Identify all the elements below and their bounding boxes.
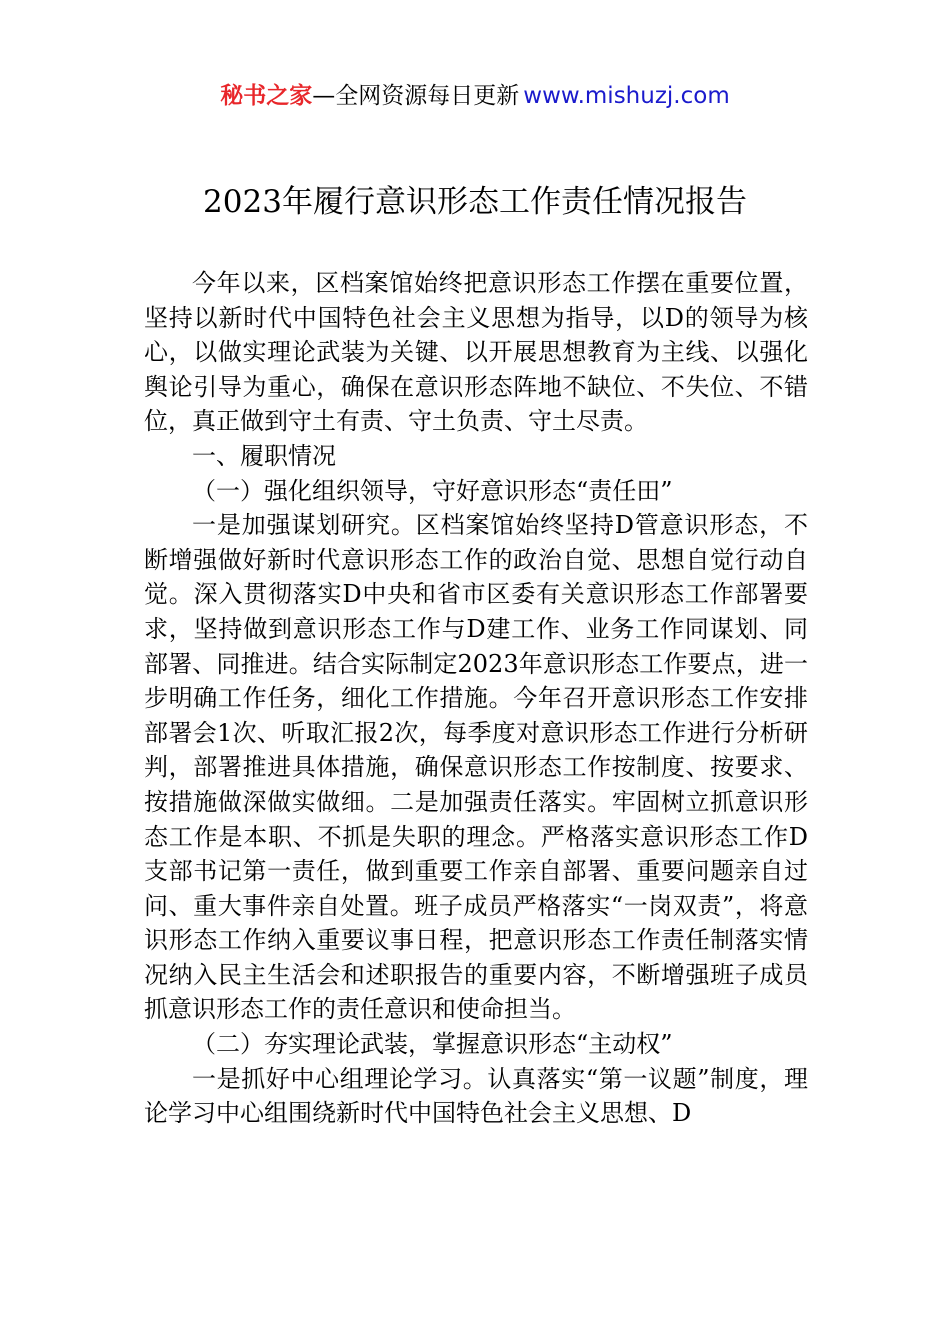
- section-heading-1: 一、履职情况: [192, 441, 336, 470]
- subsection-heading-1: （一）强化组织领导，守好意识形态“责任田”: [192, 476, 673, 505]
- site-url[interactable]: www.mishuzj.com: [523, 83, 730, 109]
- paragraph-intro: 今年以来，区档案馆始终把意识形态工作摆在重要位置，坚持以新时代中国特色社会主义思想为指导，以D的领导为核心，以做实理论武装为关键、以开展思想教育为主线、以强化舆论引导为重心，确保在意识形态阵地不缺位、不失位、不错位，真正做到守土有责、守土负责、守土尽责。: [144, 269, 808, 436]
- site-brand: 秘书之家: [220, 83, 313, 109]
- site-header: [0, 80, 950, 112]
- document-title: 2023年履行意识形态工作责任情况报告: [203, 184, 747, 220]
- subsection-heading-2: （二）夯实理论武装，掌握意识形态“主动权”: [192, 1030, 673, 1059]
- document-body: [144, 266, 808, 1131]
- site-tagline: —全网资源每日更新: [312, 83, 520, 109]
- paragraph-responsibility: 一是加强谋划研究。区档案馆始终坚持D管意识形态，不断增强做好新时代意识形态工作的政治自觉、思想自觉行动自觉。深入贯彻落实D中央和省市区委有关意识形态工作部署要求，坚持做到意识形态工作与D建工作、业务工作同谋划、同部署、同推进。结合实际制定2023年意识形态工作要点，进一步明确工作任务，细化工作措施。今年召开意识形态工作安排部署会1次、听取汇报2次，每季度对意识形态工作进行分析研判，部署推进具体措施，确保意识形态工作按制度、按要求、按措施做深做实做细。二是加强责任落实。牢固树立抓意识形态工作是本职、不抓是失职的理念。严格落实意识形态工作D支部书记第一责任，做到重要工作亲自部署、重要问题亲自过问、重大事件亲自处置。班子成员严格落实“一岗双责”，将意识形态工作纳入重要议事日程，把意识形态工作责任制落实情况纳入民主生活会和述职报告的重要内容，不断增强班子成员抓意识形态工作的责任意识和使命担当。: [144, 511, 808, 1024]
- paragraph-theory-study: 一是抓好中心组理论学习。认真落实“第一议题”制度，理论学习中心组围绕新时代中国特色社会主义思想、D: [144, 1064, 808, 1128]
